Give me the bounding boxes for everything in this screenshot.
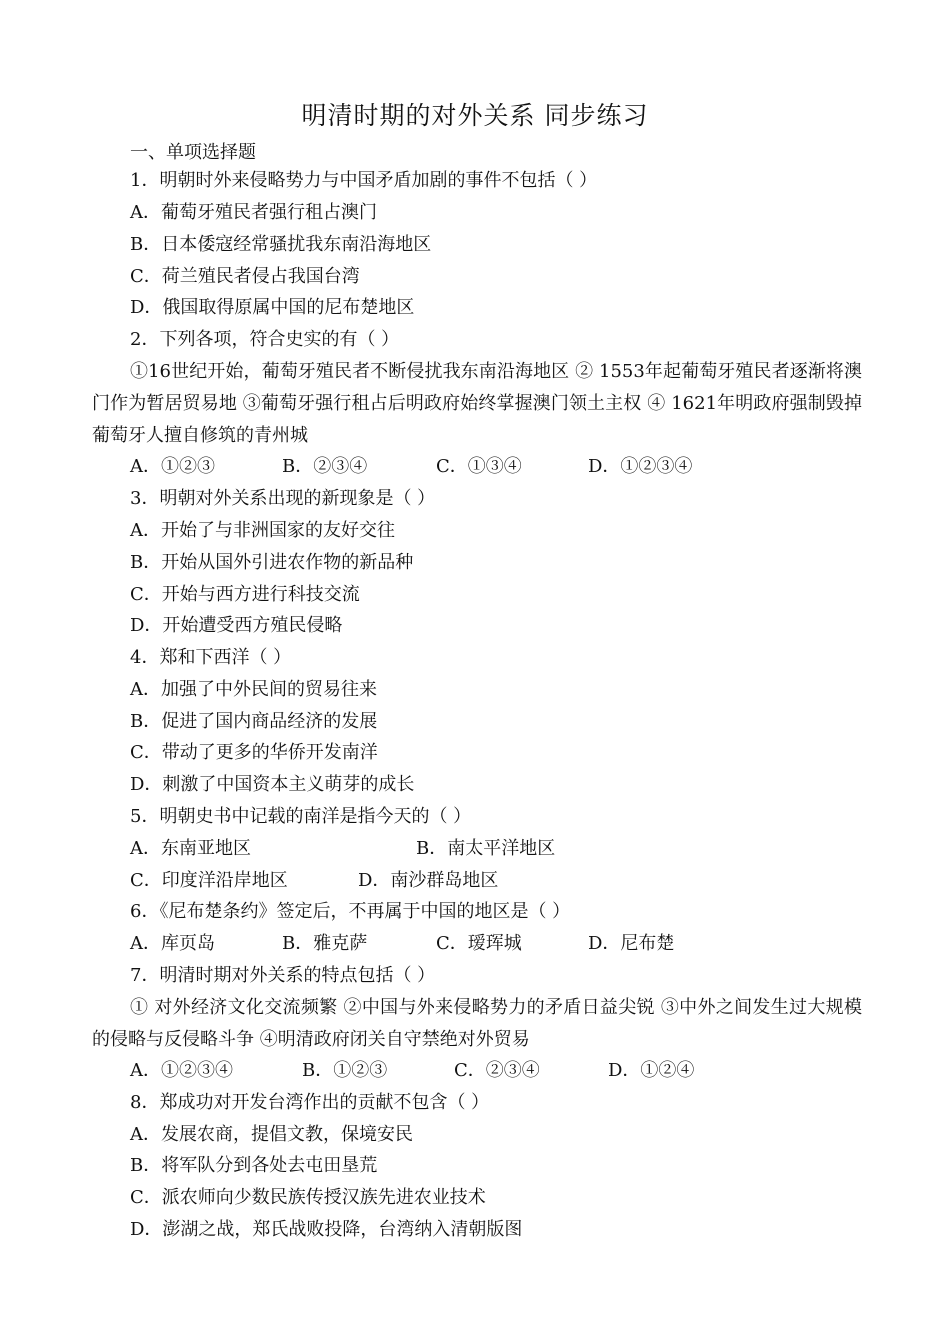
q2-option-c: C．①③④: [436, 456, 522, 477]
q5-option-c: C．印度洋沿岸地区: [130, 870, 288, 891]
q4-option-a: A．加强了中外民间的贸易往来: [130, 679, 377, 700]
q4-stem: 4．郑和下西洋（ ）: [130, 647, 292, 668]
q8-option-a: A．发展农商，提倡文教，保境安民: [130, 1124, 413, 1145]
q4-option-c: C．带动了更多的华侨开发南洋: [130, 742, 378, 763]
section-heading: 一、单项选择题: [130, 142, 256, 163]
q6-stem: 6．《尼布楚条约》签定后，不再属于中国的地区是（ ）: [130, 901, 571, 922]
q7-option-d: D．①②④: [608, 1060, 695, 1081]
q1-option-a: A．葡萄牙殖民者强行租占澳门: [130, 202, 377, 223]
q1-option-b: B．日本倭寇经常骚扰我东南沿海地区: [130, 234, 432, 255]
q2-option-b: B．②③④: [282, 456, 368, 477]
q1-stem: 1．明朝时外来侵略势力与中国矛盾加剧的事件不包括（ ）: [130, 170, 598, 191]
q2-option-a: A．①②③: [130, 456, 215, 477]
q3-option-a: A．开始了与非洲国家的友好交往: [130, 520, 395, 541]
q5-option-d: D．南沙群岛地区: [358, 870, 499, 891]
q8-option-d: D．澎湖之战，郑氏战败投降，台湾纳入清朝版图: [130, 1219, 523, 1240]
q2-statements: ①16世纪开始，葡萄牙殖民者不断侵扰我东南沿海地区 ② 1553年起葡萄牙殖民者逐渐将澳门作为暂居贸易地 ③葡萄牙强行租占后明政府始终掌握澳门领土主权 ④ 1621年明政府强制毁掉葡萄牙人擅自修筑的青州城: [92, 361, 862, 446]
q7-statements: ① 对外经济文化交流频繁 ②中国与外来侵略势力的矛盾日益尖锐 ③中外之间发生过大规模的侵略与反侵略斗争 ④明清政府闭关自守禁绝对外贸易: [92, 997, 862, 1050]
page-title: 明清时期的对外关系 同步练习: [301, 101, 649, 130]
q6-option-b: B．雅克萨: [282, 933, 368, 954]
q1-option-c: C．荷兰殖民者侵占我国台湾: [130, 266, 360, 287]
q6-option-a: A．库页岛: [130, 933, 215, 954]
q4-option-b: B．促进了国内商品经济的发展: [130, 711, 378, 732]
q7-stem: 7．明清时期对外关系的特点包括（ ）: [130, 965, 436, 986]
q5-option-a: A．东南亚地区: [130, 838, 251, 859]
q6-option-d: D．尼布楚: [588, 933, 675, 954]
q2-option-d: D．①②③④: [588, 456, 693, 477]
q3-option-b: B．开始从国外引进农作物的新品种: [130, 552, 414, 573]
q8-option-b: B．将军队分到各处去屯田垦荒: [130, 1155, 378, 1176]
q3-option-d: D．开始遭受西方殖民侵略: [130, 615, 343, 636]
q5-option-b: B．南太平洋地区: [416, 838, 556, 859]
q8-option-c: C．派农师向少数民族传授汉族先进农业技术: [130, 1187, 486, 1208]
q6-option-c: C．瑷珲城: [436, 933, 522, 954]
q7-option-b: B．①②③: [302, 1060, 388, 1081]
q7-option-a: A．①②③④: [130, 1060, 233, 1081]
q4-option-d: D．刺激了中国资本主义萌芽的成长: [130, 774, 415, 795]
q3-option-c: C．开始与西方进行科技交流: [130, 584, 360, 605]
q5-stem: 5．明朝史书中记载的南洋是指今天的（ ）: [130, 806, 472, 827]
q3-stem: 3．明朝对外关系出现的新现象是（ ）: [130, 488, 436, 509]
q1-option-d: D．俄国取得原属中国的尼布楚地区: [130, 297, 415, 318]
q7-option-c: C．②③④: [454, 1060, 540, 1081]
q8-stem: 8．郑成功对开发台湾作出的贡献不包含（ ）: [130, 1092, 490, 1113]
q2-stem: 2．下列各项，符合史实的有（ ）: [130, 329, 400, 350]
